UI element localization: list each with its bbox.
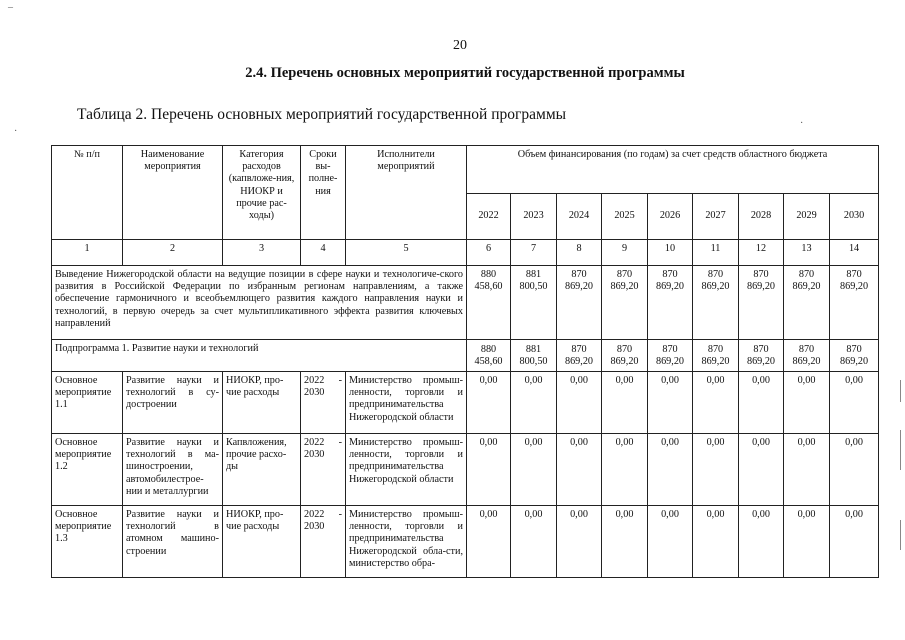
activity-row [52, 434, 879, 506]
activity-category: Капвложения, прочие расхо-ды [223, 434, 301, 506]
funding-value-line1: 870 [616, 269, 633, 280]
funding-value-line2: 869,20 [564, 355, 593, 367]
column-number: 14 [830, 240, 879, 266]
funding-value-line1: 870 [846, 269, 862, 280]
scan-edge-mark [900, 380, 901, 402]
activity-executors: Министерство промыш-ленности, торговли и предпринимательства Нижегородской обла-сти, министерство обра- [346, 506, 467, 578]
activity-value: 0,00 [511, 434, 557, 506]
funding-value [784, 340, 830, 372]
page-number: 20 [453, 38, 467, 53]
funding-value-line2: 458,60 [474, 281, 503, 293]
funding-value-line1: 881 [525, 269, 542, 280]
activity-value: 0,00 [739, 434, 784, 506]
year-header: 2027 [693, 194, 739, 240]
funding-value-line1: 870 [707, 269, 724, 280]
year-header: 2026 [648, 194, 693, 240]
activity-num: Основное мероприятие 1.2 [52, 434, 123, 506]
column-number-row [52, 240, 879, 266]
column-number: 9 [602, 240, 648, 266]
funding-value [739, 340, 784, 372]
year-header: 2023 [511, 194, 557, 240]
column-number: 2 [123, 240, 223, 266]
funding-value-line2: 869,20 [746, 281, 775, 293]
activity-name: Развитие науки и технологий в ма-шиностроении, автомобилестрое-нии и металлургии [123, 434, 223, 506]
funding-value-line1: 870 [753, 343, 769, 355]
subprogram-row [52, 340, 879, 372]
funding-value-line2: 869,20 [655, 355, 684, 367]
funding-value [648, 340, 693, 372]
funding-value-line2: 869,20 [840, 355, 869, 367]
funding-value-line2: 800,50 [519, 355, 548, 367]
activity-num: Основное мероприятие 1.1 [52, 372, 123, 434]
funding-value-line1: 881 [525, 343, 542, 355]
activity-name: Развитие науки и технологий в атомном машино-строении [123, 506, 223, 578]
activity-value: 0,00 [784, 372, 830, 434]
activity-executors: Министерство промыш-ленности, торговли и предпринимательства Нижегородской области [346, 372, 467, 434]
funding-value [693, 340, 739, 372]
activity-value: 0,00 [602, 506, 648, 578]
funding-value [648, 266, 693, 340]
year-header: 2028 [739, 194, 784, 240]
year-header: 2030 [830, 194, 879, 240]
activity-terms: 2022 - 2030 [301, 506, 346, 578]
table-caption: Таблица 2. Перечень основных мероприятий государственной программы [77, 106, 567, 123]
activity-executors: Министерство промыш-ленности, торговли и предпринимательства Нижегородской области [346, 434, 467, 506]
activity-value: 0,00 [830, 434, 879, 506]
funding-value-line1: 870 [707, 343, 724, 355]
funding-value-line2: 869,20 [610, 355, 639, 367]
activity-value: 0,00 [739, 506, 784, 578]
activity-category: НИОКР, про-чие расходы [223, 506, 301, 578]
header-executors: Исполнители мероприятий [346, 146, 467, 240]
funding-value-line1: 880 [480, 269, 497, 280]
funding-value-line1: 870 [571, 269, 587, 280]
header-row [52, 146, 879, 194]
activity-value: 0,00 [511, 372, 557, 434]
column-number: 7 [511, 240, 557, 266]
header-funding: Объем финансирования (по годам) за счет средств областного бюджета [467, 146, 879, 194]
funding-value-line1: 870 [662, 343, 678, 355]
activity-value: 0,00 [648, 506, 693, 578]
year-header: 2029 [784, 194, 830, 240]
column-number: 12 [739, 240, 784, 266]
year-header: 2025 [602, 194, 648, 240]
activity-row [52, 506, 879, 578]
funding-value-line2: 869,20 [564, 281, 593, 293]
funding-value [784, 266, 830, 340]
scan-mark: – [8, 2, 13, 13]
funding-value [830, 266, 879, 340]
activity-value: 0,00 [830, 372, 879, 434]
funding-value [693, 266, 739, 340]
funding-value-line2: 869,20 [701, 281, 730, 293]
year-header: 2024 [557, 194, 602, 240]
activity-name: Развитие науки и технологий в су-достроении [123, 372, 223, 434]
funding-value-line2: 800,50 [519, 281, 548, 293]
activity-category: НИОКР, про-чие расходы [223, 372, 301, 434]
activity-value: 0,00 [784, 506, 830, 578]
header-terms: Сроки вы-полне-ния [301, 146, 346, 240]
activity-value: 0,00 [557, 506, 602, 578]
activity-value: 0,00 [693, 506, 739, 578]
funding-value-line2: 869,20 [792, 281, 821, 293]
scan-dot: · [14, 126, 18, 137]
activity-value: 0,00 [739, 372, 784, 434]
funding-value-line2: 869,20 [746, 355, 775, 367]
funding-value-line2: 458,60 [474, 355, 503, 367]
column-number: 13 [784, 240, 830, 266]
column-number: 3 [223, 240, 301, 266]
header-category: Категория расходов (капвложе-ния, НИОКР и прочие рас-ходы) [223, 146, 301, 240]
column-number: 11 [693, 240, 739, 266]
activity-value: 0,00 [467, 506, 511, 578]
activity-row [52, 372, 879, 434]
activity-value: 0,00 [648, 372, 693, 434]
scan-edge-mark [900, 430, 901, 470]
activity-value: 0,00 [602, 434, 648, 506]
goal-row [52, 266, 879, 340]
funding-value [602, 340, 648, 372]
funding-value-line1: 880 [480, 343, 497, 355]
funding-value [557, 340, 602, 372]
header-name: Наименование мероприятия [123, 146, 223, 240]
activity-terms: 2022 - 2030 [301, 372, 346, 434]
scan-dot: · [800, 118, 804, 129]
activities-table [51, 145, 879, 578]
funding-value-line1: 870 [846, 343, 862, 355]
goal-text: Выведение Нижегородской области на ведущие позиции в сфере науки и технологиче-ского развития в Российской Федерации по избранным регионам направлениям, а также обеспечение гармоничного и всеобъемлющего развития каждого направления науки и технологий, в первую очередь за счет мультипликативного эффекта развития ключевых направлений [52, 266, 467, 340]
activity-value: 0,00 [784, 434, 830, 506]
funding-value-line2: 869,20 [792, 355, 821, 367]
header-num: № п/п [52, 146, 123, 240]
funding-value [739, 266, 784, 340]
funding-value-line1: 870 [571, 343, 587, 355]
activity-terms: 2022 - 2030 [301, 434, 346, 506]
funding-value-line2: 869,20 [610, 281, 639, 293]
column-number: 5 [346, 240, 467, 266]
activity-value: 0,00 [467, 372, 511, 434]
funding-value [467, 340, 511, 372]
activity-value: 0,00 [467, 434, 511, 506]
activity-value: 0,00 [648, 434, 693, 506]
funding-value-line2: 869,20 [840, 281, 869, 293]
activity-value: 0,00 [693, 434, 739, 506]
funding-value [467, 266, 511, 340]
funding-value-line1: 870 [753, 269, 769, 280]
funding-value-line2: 869,20 [655, 281, 684, 293]
funding-value-line1: 870 [616, 343, 633, 355]
funding-value-line2: 869,20 [701, 355, 730, 367]
column-number: 8 [557, 240, 602, 266]
funding-value-line1: 870 [798, 343, 815, 355]
scan-edge-mark [900, 520, 901, 550]
column-number: 1 [52, 240, 123, 266]
year-header: 2022 [467, 194, 511, 240]
column-number: 6 [467, 240, 511, 266]
activity-value: 0,00 [511, 506, 557, 578]
funding-value [557, 266, 602, 340]
funding-value [511, 340, 557, 372]
activity-value: 0,00 [693, 372, 739, 434]
funding-value [830, 340, 879, 372]
funding-value [602, 266, 648, 340]
activity-value: 0,00 [830, 506, 879, 578]
activity-value: 0,00 [557, 372, 602, 434]
funding-value-line1: 870 [798, 269, 815, 280]
funding-value-line1: 870 [662, 269, 678, 280]
funding-value [511, 266, 557, 340]
column-number: 10 [648, 240, 693, 266]
activity-num: Основное мероприятие 1.3 [52, 506, 123, 578]
section-title: 2.4. Перечень основных мероприятий государственной программы [245, 65, 685, 81]
column-number: 4 [301, 240, 346, 266]
activity-value: 0,00 [557, 434, 602, 506]
subprogram-text: Подпрограмма 1. Развитие науки и технологий [52, 340, 467, 372]
activity-value: 0,00 [602, 372, 648, 434]
